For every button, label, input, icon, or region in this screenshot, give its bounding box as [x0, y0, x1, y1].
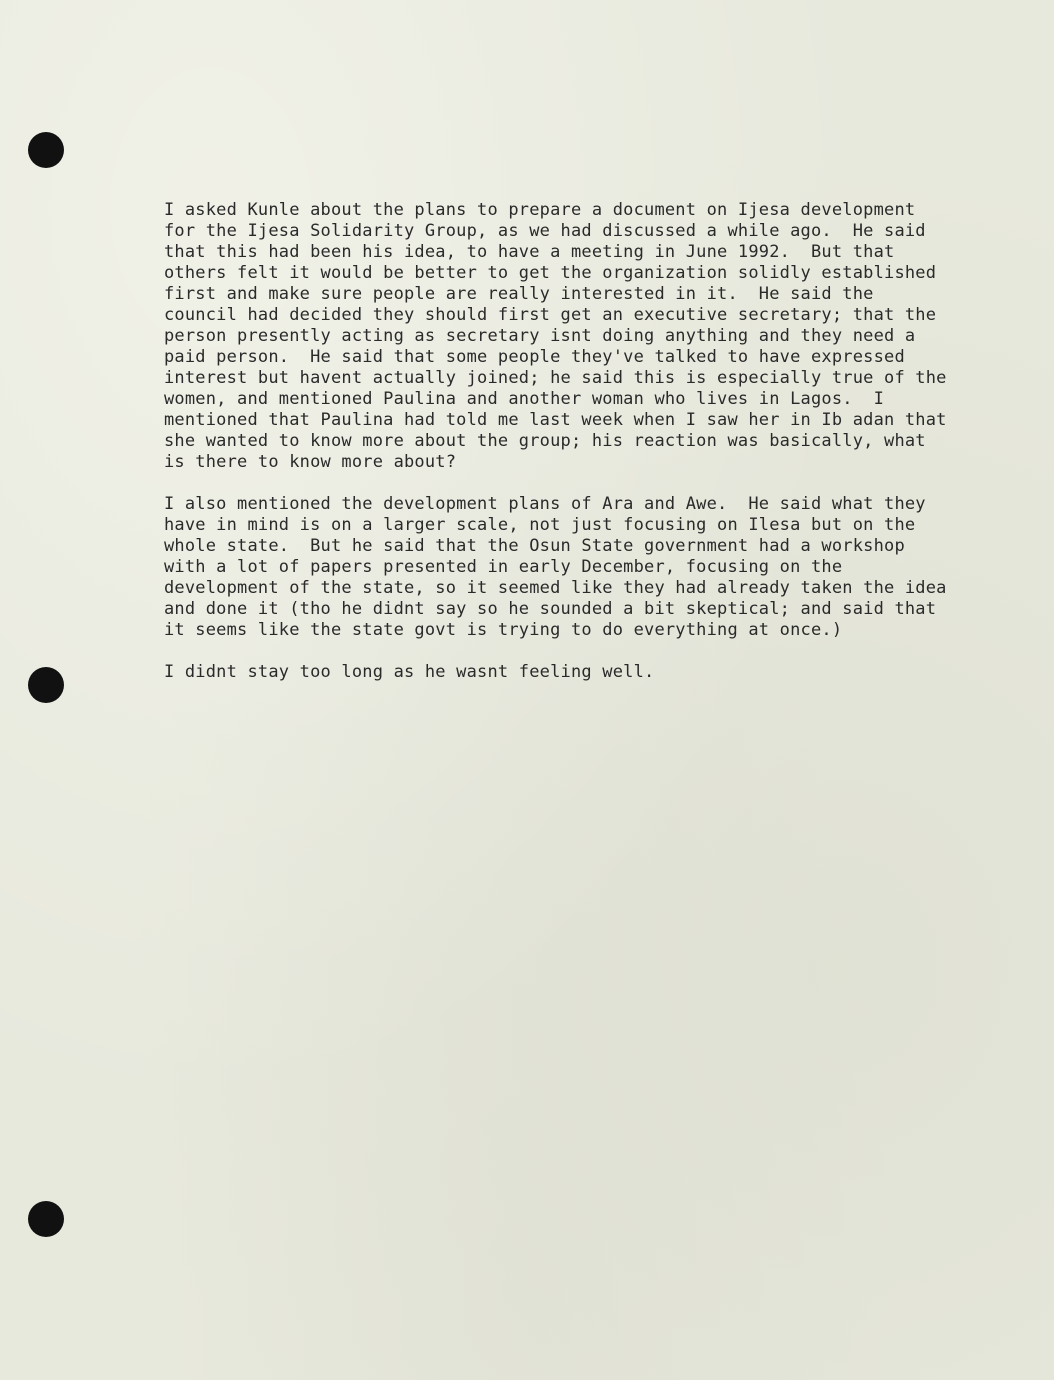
paragraph-1 [164, 200, 964, 473]
text-line: it seems like the state govt is trying to do everything at once.) [164, 620, 843, 640]
text-line: development of the state, so it seemed like they had already taken the idea [164, 578, 947, 598]
text-line: for the Ijesa Solidarity Group, as we had discussed a while ago. He said [164, 221, 926, 241]
text-line: she wanted to know more about the group; his reaction was basically, what [164, 431, 926, 451]
text-line: have in mind is on a larger scale, not just focusing on Ilesa but on the [164, 515, 916, 535]
text-line: others felt it would be better to get the organization solidly established [164, 263, 937, 283]
text-line: paid person. He said that some people they've talked to have expressed [164, 347, 905, 367]
text-line: interest but havent actually joined; he said this is especially true of the [164, 368, 947, 388]
text-line: whole state. But he said that the Osun State government had a workshop [164, 536, 905, 556]
text-line: person presently acting as secretary isnt doing anything and they need a [164, 326, 916, 346]
text-line: council had decided they should first get an executive secretary; that the [164, 305, 937, 325]
punch-hole-bottom [28, 1201, 64, 1237]
text-line: I didnt stay too long as he wasnt feeling well. [164, 662, 655, 682]
text-line: that this had been his idea, to have a meeting in June 1992. But that [164, 242, 895, 262]
text-line: is there to know more about? [164, 452, 457, 472]
punch-hole-top [28, 132, 64, 168]
text-line: mentioned that Paulina had told me last week when I saw her in Ib adan that [164, 410, 947, 430]
text-line: I asked Kunle about the plans to prepare a document on Ijesa development [164, 200, 916, 220]
text-line: women, and mentioned Paulina and another woman who lives in Lagos. I [164, 389, 885, 409]
text-line: I also mentioned the development plans of Ara and Awe. He said what they [164, 494, 926, 514]
punch-hole-middle [28, 667, 64, 703]
document-body [164, 200, 964, 704]
paragraph-3 [164, 662, 964, 683]
text-line: and done it (tho he didnt say so he sounded a bit skeptical; and said that [164, 599, 937, 619]
paragraph-2 [164, 494, 964, 641]
text-line: with a lot of papers presented in early December, focusing on the [164, 557, 843, 577]
text-line: first and make sure people are really interested in it. He said the [164, 284, 874, 304]
